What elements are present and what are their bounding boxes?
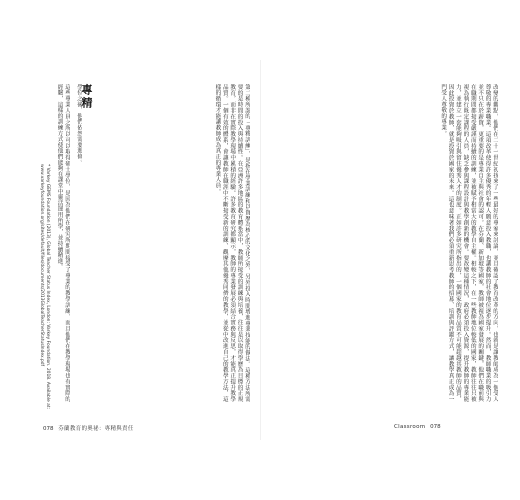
right-page-body: 改變的觀點，他們在二十一世紀初找來了一些最好的專家來討論，並且確認了教育改革的方向，也就是讓教師成為一個受人尊敬的專業職業。這項改革使得許多優秀的年輕人願意投入教職，也讓教師的社會地位逐步提升。然而，教師職業的吸引力並不只在於薪資，更重要的是專業自主與社會的認可。在芬蘭、新加坡等國家，教師被視為國家發展的關鍵，他們在職前與在職期間都接受嚴謹而持續的訓練，並被賦予相當大的教學自主權。相較之下，在一些教師地位較低的國家，教師往往只被視為執行既定課程的人員，缺乏參與課程設計與教學創新的機會。要改變這種情況，政府必須投入資源，提升教師的專業能力，並建立一套能夠吸引與留住優秀人才的制度。正如許多研究所指出的，一個國家的教育品質不可能超越其教師的品質，因此投資於教師，就是投資於國家的未來。這也意味著我們必須重新思考教師的招募、培訓與評鑑方式，讓教學真正成為一門受人尊敬的專業。	[440, 84, 498, 402]
left-page	[24, 78, 252, 408]
right-page-number: 078	[430, 424, 441, 430]
right-running-head: Classroom	[394, 424, 426, 430]
right-folio	[394, 424, 444, 430]
page-gutter	[260, 60, 261, 440]
section-heading: 專精	[80, 84, 93, 110]
left-page-body: 第二種所謂的「專精訓練」，是指在學業訓練和以資歷為核心的文化之外，另外投入時間增進專業技能的做法。這種方法所需要的是時間的投入與持續性。在亞洲許多地區的教育體系當中，教師所接受的訓練與培養，往往是以取得學歷為目標的正規教育，而非在實際教學現場中累積的經驗。許多教育研究都顯示，教師的專業發展必須結合實務與反思，才能真正提升教學品質。一個有效的體系，會讓教師在職涯中不斷接受新的訓練、觀摩其他優秀同儕的教學，並從中改進自己的教學方法，這樣的循環才能讓教師成為真正的專業人員。	[214, 84, 250, 402]
left-page-number: 078	[43, 426, 54, 432]
footnote: * Varkey GEMS Foundation (2013), Global Teacher Status Index, London: Varkey Foundation. 2018. Available at: www.varkeyfoundation.org/sites/default/files/documents/2013GlobalTeacherStatusIndex.pdf	[39, 164, 50, 409]
left-page-body-extra: 學位之後，他們依然需要進修。	[76, 84, 82, 166]
right-page	[270, 78, 498, 408]
left-running-head: 芬蘭教育的奧祕：專精與責任	[58, 426, 134, 432]
left-page-body-tail: 這些專業人員之所以可以取得碩士學位，是因為他們在研究所期間接受了專業的教學訓練，而且他們在教學現場也有實際的經驗，這樣的訓練方式使他們能夠在課堂中靈活運用所學，並持續精進。	[56, 84, 70, 402]
left-folio	[40, 424, 134, 432]
